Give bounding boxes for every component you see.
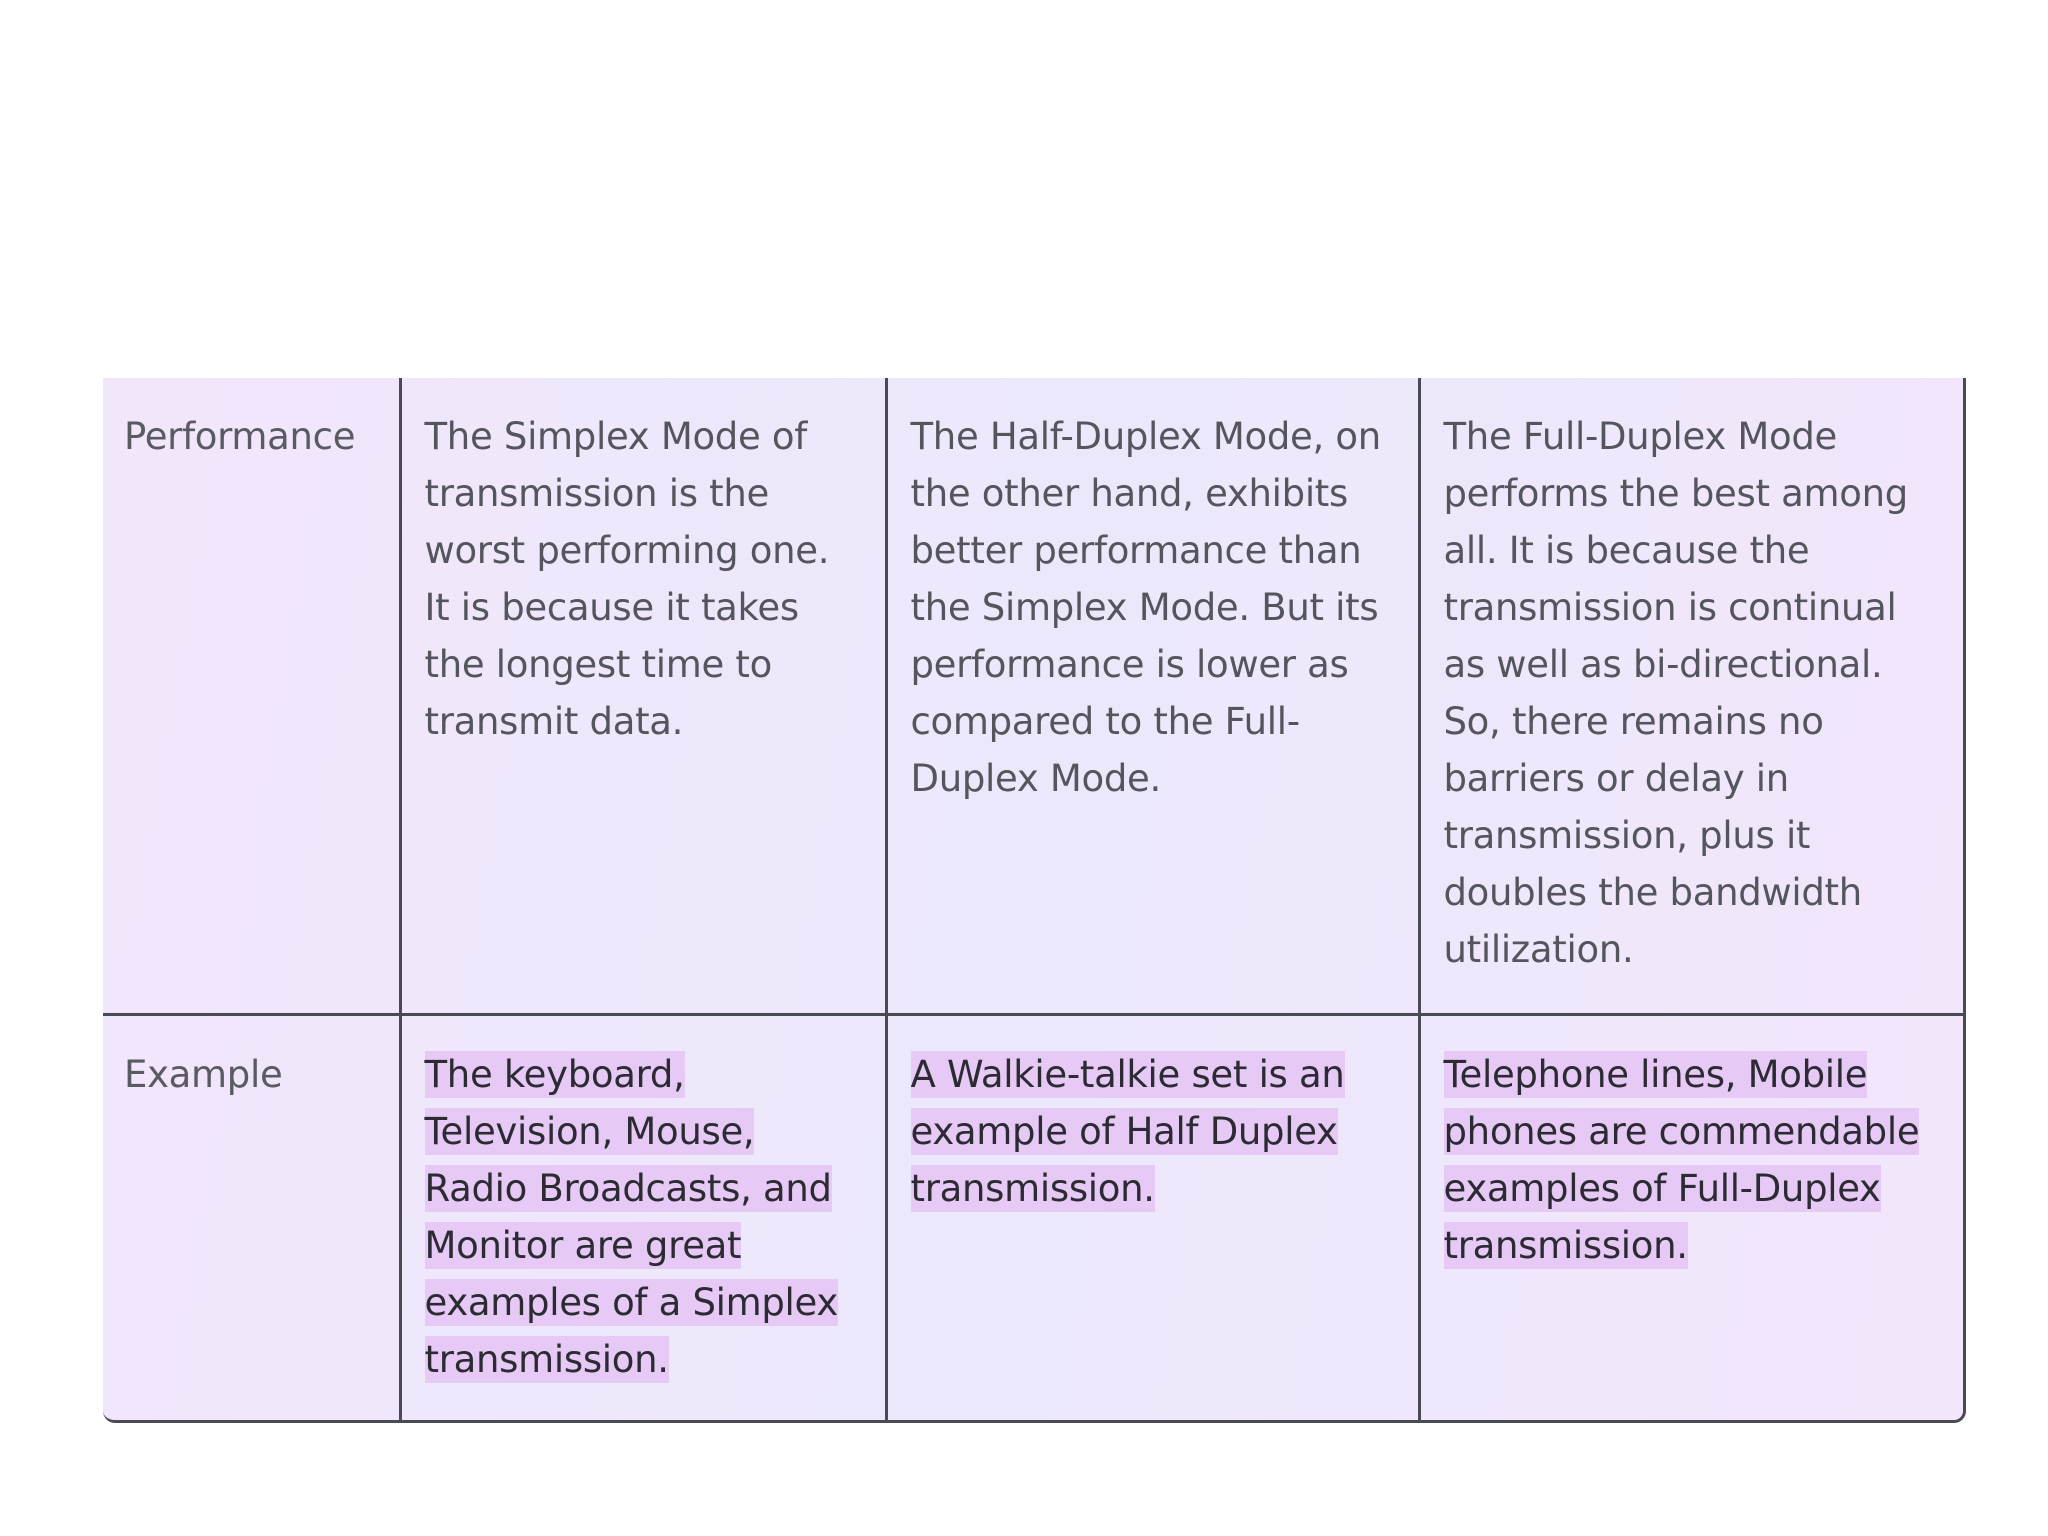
comparison-table [103,378,1963,1420]
highlighted-text: A Walkie-talkie set is an example of Half Duplex transmission. [910,1052,1345,1210]
cell-performance-half-duplex: The Half-Duplex Mode, on the other hand, exhibits better performance than the Simplex Mode. But its performance is lower as compared to the Full-Duplex Mode. [886,378,1419,1014]
highlighted-text: Telephone lines, Mobile phones are commendable examples of Full-Duplex transmission. [1443,1052,1920,1267]
cell-performance-full-duplex: The Full-Duplex Mode performs the best among all. It is because the transmission is continual as well as bi-directional. So, there remains no barriers or delay in transmission, plus it doubles the bandwidth utilization. [1419,378,1963,1014]
row-label-performance: Performance [103,378,400,1014]
row-label-example: Example [124,1052,283,1096]
cell-example-half-duplex [886,1014,1419,1420]
highlighted-text: The keyboard, Television, Mouse, Radio Broadcasts, and Monitor are great examples of a Simplex transmission. [424,1052,838,1381]
table-row-example [103,1014,1963,1420]
cell-example-full-duplex [1419,1014,1963,1420]
cell-performance-simplex: The Simplex Mode of transmission is the worst performing one. It is because it takes the longest time to transmit data. [400,378,886,1014]
table-row-performance [103,378,1963,1014]
comparison-table-container [103,378,1966,1423]
cell-example-simplex [400,1014,886,1420]
